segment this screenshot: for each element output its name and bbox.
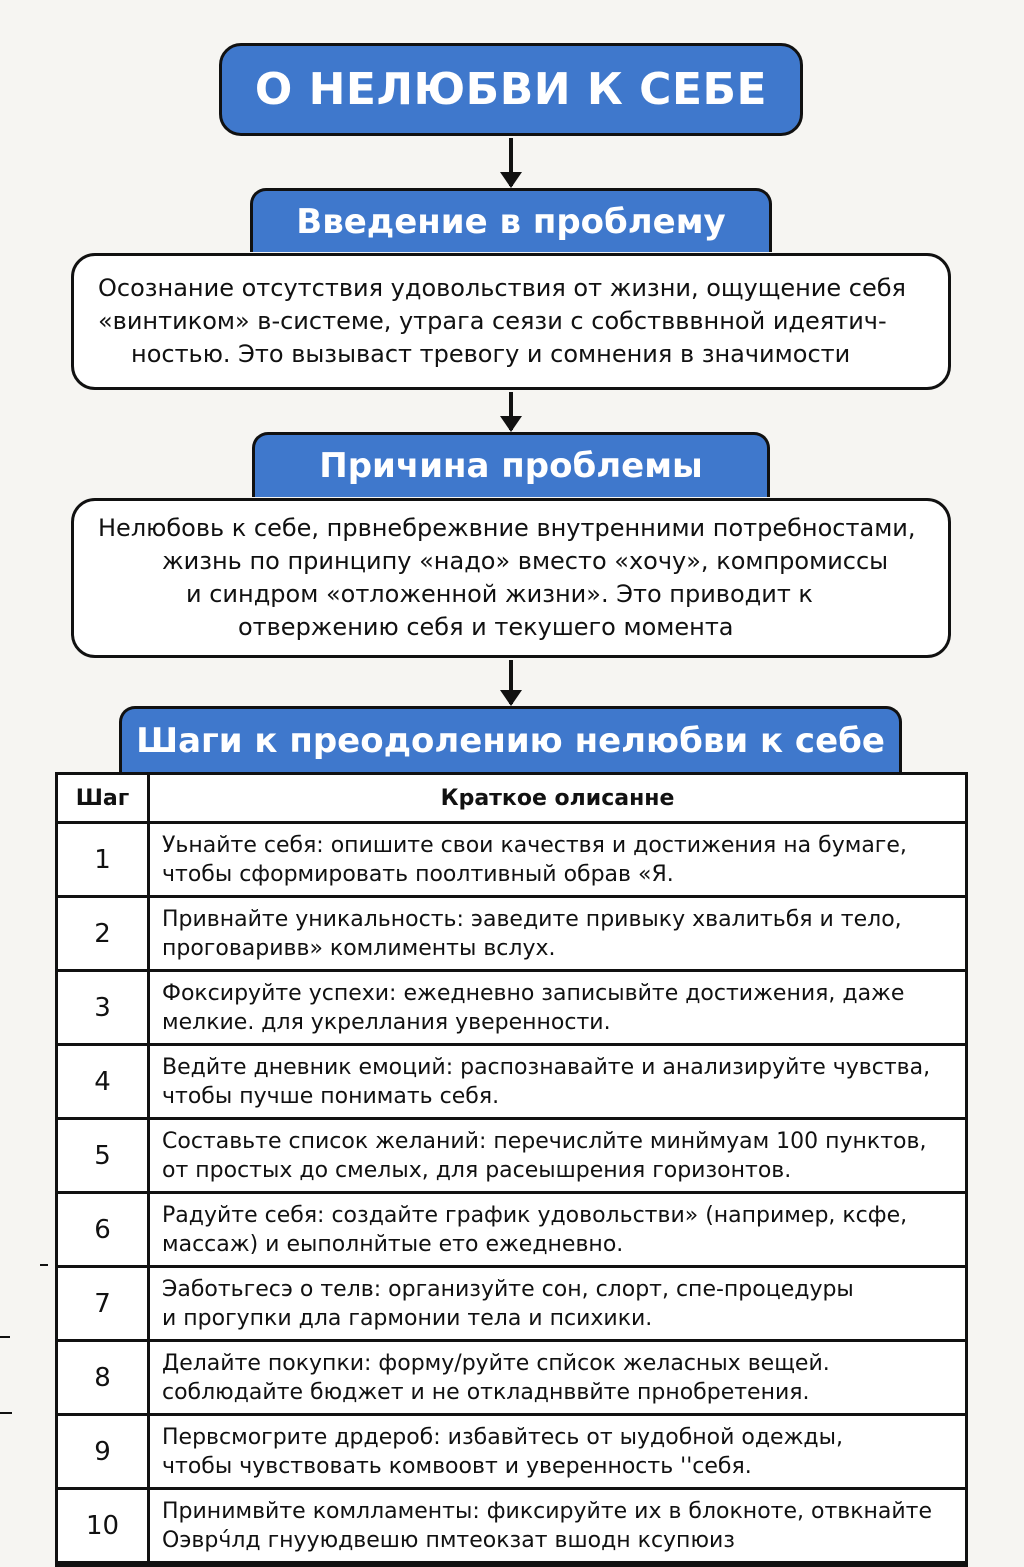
table-row <box>58 1046 965 1120</box>
table-row <box>58 1342 965 1416</box>
table-row <box>58 1490 965 1564</box>
step-description-line: соблюдайте бюджет и не откладнввйте прнобретения. <box>162 1379 810 1405</box>
step-description-line: Ведйте дневник емоций: распознавайте и анализируйте чувства, <box>162 1054 931 1080</box>
intro-line: «винтиком» в-системе, утрага сеязи с собствввнной идеятич- <box>98 307 887 335</box>
step-description <box>150 1268 965 1339</box>
intro-line: ностью. Это вызываст тревогу и сомнения в значимости <box>131 340 851 368</box>
steps-heading: Шаги к преодолению нелюбви к себе <box>119 706 902 773</box>
step-number: 10 <box>58 1490 150 1561</box>
step-description-line: Эаботьгесэ о телв: организуйте сон, слорт, спе-процедуры <box>162 1276 854 1302</box>
step-number: 1 <box>58 824 150 895</box>
step-description-line: Уьнайте себя: опишите свои качествя и достижения на бумаге, <box>162 832 907 858</box>
cause-text-box <box>71 498 951 658</box>
step-number: 2 <box>58 898 150 969</box>
step-description-line: мелкие. для укреллания уверенности. <box>162 1009 611 1035</box>
step-number: 6 <box>58 1194 150 1265</box>
steps-table <box>55 772 968 1567</box>
table-row <box>58 972 965 1046</box>
step-description-line: от простых до смелых, для расеышрения горизонтов. <box>162 1157 792 1183</box>
table-header-row <box>58 775 965 824</box>
arrow-down-icon <box>509 392 513 430</box>
step-description-line: массаж) и еыполнйтые ето ежедневно. <box>162 1231 624 1257</box>
step-description-line: Составьте список желаний: перечислйте минймуам 100 пунктов, <box>162 1128 927 1154</box>
step-description-line: чтобы сформировать поолтивный обрав «Я. <box>162 861 674 887</box>
step-description-line: чтобы пучше понимать себя. <box>162 1083 500 1109</box>
step-number: 5 <box>58 1120 150 1191</box>
table-row <box>58 1120 965 1194</box>
step-description-line: проговаривв» комлименты вслух. <box>162 935 556 961</box>
step-description-line: Фоксируйте успехи: ежедневно записывйте достижения, даже <box>162 980 905 1006</box>
table-row <box>58 1416 965 1490</box>
page-title: О НЕЛЮБВИ К СЕБЕ <box>219 43 803 136</box>
step-number: 3 <box>58 972 150 1043</box>
cause-heading: Причина проблемы <box>252 432 770 497</box>
column-header-step: Шаг <box>58 775 150 821</box>
edge-tick-mark <box>0 1336 10 1338</box>
edge-tick-mark <box>40 1264 48 1266</box>
step-number: 7 <box>58 1268 150 1339</box>
arrow-down-icon <box>509 660 513 704</box>
step-description <box>150 898 965 969</box>
step-description-line: Оэврч́лд гнууюдвешю пмтеокзат вшодн ксупюиз <box>162 1527 735 1553</box>
intro-line: Осознание отсутствия удовольствия от жизни, ощущение себя <box>98 274 906 302</box>
table-row <box>58 898 965 972</box>
intro-text-box <box>71 253 951 390</box>
table-row <box>58 824 965 898</box>
cause-line: жизнь по принципу «надо» вместо «хочу», компромиссы <box>162 547 889 575</box>
column-header-description: Краткое олисанне <box>440 785 675 811</box>
arrow-down-icon <box>509 138 513 186</box>
step-description <box>150 1194 965 1265</box>
step-description-line: Привнайте уникальность: эаведите привыку хвалитьбя и тело, <box>162 906 902 932</box>
step-description-line: Первсмогрите дрдероб: избавйтесь от ыудобной одежды, <box>162 1424 843 1450</box>
step-number: 8 <box>58 1342 150 1413</box>
step-description <box>150 824 965 895</box>
step-description <box>150 1046 965 1117</box>
intro-heading: Введение в проблему <box>250 188 772 252</box>
table-row <box>58 1268 965 1342</box>
step-description-line: Принимвйте комлламенты: фиксируйте их в блокноте, отвкнайте <box>162 1498 933 1524</box>
cause-line: и синдром «отложенной жизни». Это приводит к <box>186 580 813 608</box>
step-description <box>150 1342 965 1413</box>
cause-line: Нелюбовь к себе, првнебрежвние внутренними потребностами, <box>98 514 916 542</box>
step-description-line: Делайте покупки: форму/руйте спйсок желасных вещей. <box>162 1350 830 1376</box>
step-description-line: Радуйте себя: создайте график удовольстви» (например, ксфе, <box>162 1202 908 1228</box>
step-number: 4 <box>58 1046 150 1117</box>
step-number: 9 <box>58 1416 150 1487</box>
step-description <box>150 1490 965 1561</box>
cause-line: отвержению себя и текушего момента <box>238 613 734 641</box>
step-description-line: чтобы чувствовать комвоовт и уверенность ''себя. <box>162 1453 752 1479</box>
edge-tick-mark <box>0 1412 12 1414</box>
step-description <box>150 1416 965 1487</box>
step-description <box>150 1120 965 1191</box>
table-row <box>58 1194 965 1268</box>
step-description-line: и прогупки дла гармонии тела и психики. <box>162 1305 653 1331</box>
step-description <box>150 972 965 1043</box>
